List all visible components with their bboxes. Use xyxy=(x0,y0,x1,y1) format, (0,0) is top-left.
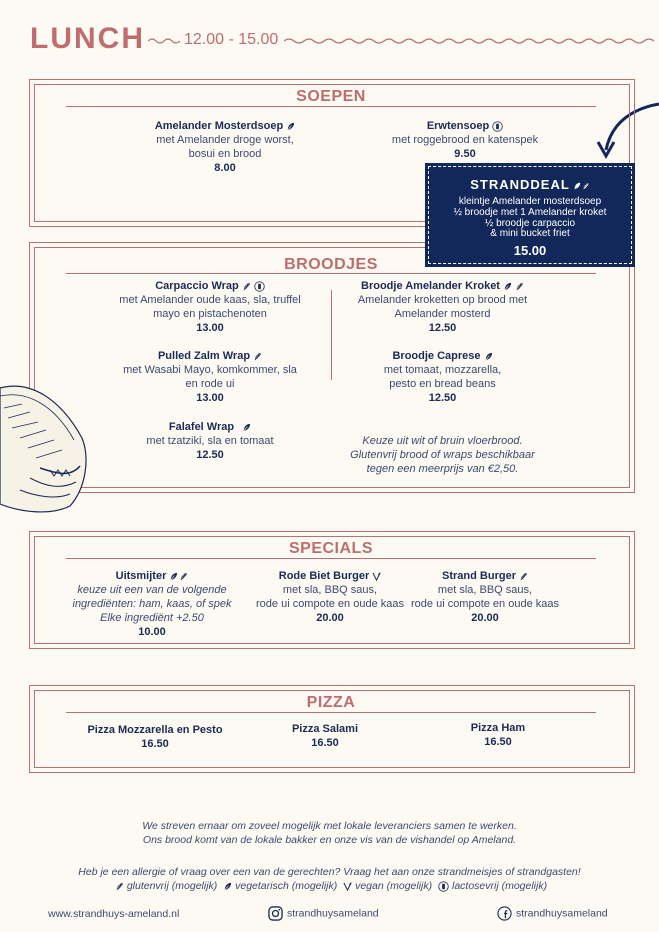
sourcing-note: Ons brood komt van de lokale bakker en onze vis van de vishandel op Ameland. xyxy=(142,834,517,846)
item-name: Pizza Salami xyxy=(291,723,359,735)
item-description: Amelander mosterd xyxy=(394,308,491,320)
leaf-icon xyxy=(169,572,178,581)
note-line: tegen een meerprijs van €2,50. xyxy=(366,463,519,475)
pizza-title: PIZZA xyxy=(306,694,356,711)
item-name: Carpaccio Wrap xyxy=(155,280,239,292)
leaf-icon xyxy=(503,282,512,291)
wheat-icon xyxy=(179,572,188,581)
item-price: 13.00 xyxy=(196,322,224,334)
item-description: met roggebrood en katenspek xyxy=(391,134,539,146)
menu-item xyxy=(100,420,320,462)
soepen-title: SOEPEN xyxy=(296,88,366,105)
item-price: 13.00 xyxy=(196,392,224,404)
specials-divider xyxy=(66,558,596,559)
deal-line: kleintje Amelander mosterdsoep xyxy=(458,196,602,207)
broodjes-vertical-divider xyxy=(331,290,332,380)
leaf-icon xyxy=(286,122,295,131)
instagram-handle: strandhuysameland xyxy=(287,907,379,920)
deal-title: STRANDDEAL xyxy=(470,177,570,192)
legend-vegetarian: vegetarisch (mogelijk) xyxy=(235,880,338,892)
deal-line: ½ broodje carpaccio xyxy=(484,218,576,229)
item-description: met tzatziki, sla en tomaat xyxy=(146,435,274,447)
wheat-icon xyxy=(582,182,590,190)
opening-hours: 12.00 - 15.00 xyxy=(184,31,279,48)
menu-item xyxy=(340,349,545,405)
deal-line: ½ broodje met 1 Amelander kroket xyxy=(453,207,607,218)
page-title: LUNCH xyxy=(30,22,145,55)
instagram-icon xyxy=(268,906,283,921)
deal-line: & mini bucket friet xyxy=(490,228,570,239)
note-line: Keuze uit wit of bruin vloerbrood. xyxy=(362,435,523,447)
menu-item xyxy=(100,279,320,335)
item-price: 12.50 xyxy=(428,322,457,334)
lactose-icon xyxy=(254,281,265,292)
leaf-icon xyxy=(484,352,493,361)
item-description: keuze uit een van de volgende xyxy=(77,584,227,596)
item-price: 12.50 xyxy=(428,392,457,404)
item-description: pesto en bread beans xyxy=(389,378,496,390)
deal-price: 15.00 xyxy=(513,243,547,258)
item-description: bosui en brood xyxy=(188,148,262,160)
menu-item xyxy=(255,722,395,750)
menu-item xyxy=(100,349,320,405)
leaf-icon xyxy=(242,423,251,432)
wave-decoration-right xyxy=(284,36,659,46)
specials-title: SPECIALS xyxy=(288,540,373,557)
instagram-link[interactable] xyxy=(268,906,379,921)
wheat-icon xyxy=(519,572,528,581)
menu-item xyxy=(62,569,242,639)
item-description: met Wasabi Mayo, komkommer, sla xyxy=(123,364,297,376)
item-description: met sla, BBQ saus, xyxy=(282,584,378,596)
item-description: met sla, BBQ saus, xyxy=(437,584,533,596)
website-link[interactable]: www.strandhuys-ameland.nl xyxy=(48,908,180,920)
item-name: Broodje Caprese xyxy=(392,350,481,362)
menu-item xyxy=(70,723,240,751)
facebook-handle: strandhuysameland xyxy=(516,907,608,920)
item-description: rode ui compote en oude kaas xyxy=(411,598,559,610)
pizza-divider xyxy=(66,712,596,713)
item-description: Amelander kroketten op brood met xyxy=(357,294,528,306)
wheat-icon xyxy=(515,282,524,291)
item-name: Pizza Mozzarella en Pesto xyxy=(87,724,223,736)
item-name: Pulled Zalm Wrap xyxy=(157,350,251,362)
allergy-note: Heb je een allergie of vraag over een van de gerechten? Vraag het aan onze strandmeisjes of strandgasten! xyxy=(78,866,581,878)
note-line: Glutenvrij brood of wraps beschikbaar xyxy=(350,449,535,461)
lactose-icon xyxy=(438,881,449,892)
facebook-link[interactable] xyxy=(497,906,608,921)
legend-vegan: vegan (mogelijk) xyxy=(355,880,433,892)
item-price: 10.00 xyxy=(138,626,166,638)
leaf-icon xyxy=(573,182,581,190)
wave-decoration-left xyxy=(148,36,180,46)
item-name: Strand Burger xyxy=(442,570,516,582)
menu-item xyxy=(400,569,570,625)
wheat-icon xyxy=(253,352,262,361)
menu-item xyxy=(245,569,415,625)
item-price: 20.00 xyxy=(316,612,344,624)
item-price: 8.00 xyxy=(214,162,236,174)
sourcing-note: We streven ernaar om zoveel mogelijk met lokale leveranciers samen te werken. xyxy=(142,820,517,832)
facebook-icon xyxy=(497,906,512,921)
item-description: Elke ingrediënt +2.50 xyxy=(100,612,204,624)
item-price: 16.50 xyxy=(484,736,512,748)
item-price: 16.50 xyxy=(141,738,169,750)
menu-item xyxy=(428,721,568,749)
item-price: 9.50 xyxy=(454,148,476,160)
vegan-icon xyxy=(343,882,352,891)
vegan-icon xyxy=(372,572,381,581)
item-name: Falafel Wrap xyxy=(168,421,235,433)
menu-item xyxy=(120,119,330,175)
item-price: 16.50 xyxy=(311,737,339,749)
wheat-icon xyxy=(115,882,124,891)
bread-note xyxy=(340,434,545,476)
legend-gluten: glutenvrij (mogelijk) xyxy=(126,880,218,892)
broodjes-title: BROODJES xyxy=(284,256,378,273)
legend-lactose: lactosevrij (mogelijk) xyxy=(451,880,548,892)
diet-legend xyxy=(0,880,659,892)
item-name: Pizza Ham xyxy=(470,722,526,734)
leaf-icon xyxy=(223,882,232,891)
stranddeal-box xyxy=(425,163,635,267)
item-name: Amelander Mosterdsoep xyxy=(154,120,284,132)
item-description: met tomaat, mozzarella, xyxy=(383,364,502,376)
menu-item xyxy=(340,279,545,335)
soepen-divider xyxy=(66,106,596,107)
item-description: met Amelander droge worst, xyxy=(156,134,294,146)
item-description: met Amelander oude kaas, sla, truffel xyxy=(119,294,301,306)
item-name: Erwtensoep xyxy=(426,120,490,132)
item-description: ingrediënten: ham, kaas, of spek xyxy=(72,598,232,610)
item-name: Broodje Amelander Kroket xyxy=(361,280,500,292)
item-description: mayo en pistachenoten xyxy=(153,308,267,320)
wheat-icon xyxy=(242,282,251,291)
broodjes-divider xyxy=(66,273,596,274)
item-description: en rode ui xyxy=(185,378,235,390)
menu-item xyxy=(370,119,560,161)
item-price: 12.50 xyxy=(196,449,224,461)
item-name: Rode Biet Burger xyxy=(278,570,370,582)
sandwich-illustration xyxy=(0,378,92,518)
item-description: rode ui compote en oude kaas xyxy=(256,598,404,610)
item-price: 20.00 xyxy=(471,612,499,624)
item-name: Uitsmijter xyxy=(115,570,167,582)
lactose-icon xyxy=(492,121,503,132)
